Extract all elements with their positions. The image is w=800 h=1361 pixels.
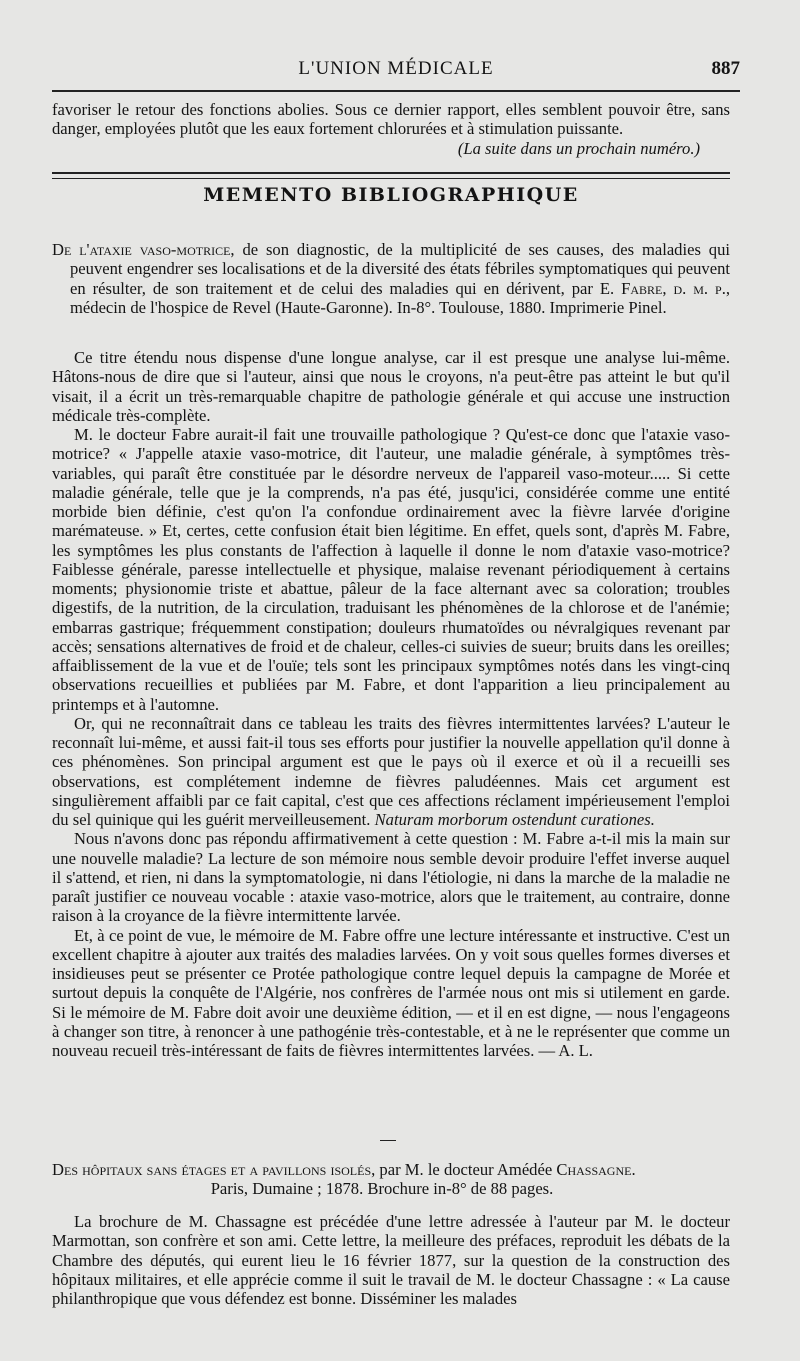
continuation-paragraph: favoriser le retour des fonctions abolies. Sous ce dernier rapport, elles semblent pouvoir être, sans danger, employées plutôt que les eaux fortement chlorurées et à stimulation puissante. <box>52 100 730 139</box>
review1-title-rest: de son diagnostic, de la multiplicité de ses causes, des maladies qui peuvent engendrer ses localisations et de la diversité des états fébriles symptomatiques qui peuvent en résulter, de son traitement et de celui des maladies qui en dérivent, par <box>70 240 730 298</box>
page-number: 887 <box>711 58 740 79</box>
review2-paragraph-1: La brochure de M. Chassagne est précédée d'une lettre adressée à l'auteur par M. le docteur Marmottan, son confrère et son ami. Cette lettre, la meilleure des préfaces, reproduit les débats de la Chambre des députés, qui eurent lieu le 16 février 1877, sur la question de la construction des hôpitaux militaires, et elle apprécie comme il suit le travail de M. le docteur Chassagne : « La cause philanthropique que vous défendez est bonne. Disséminer les malades <box>52 1212 730 1308</box>
review2-publication: Paris, Dumaine ; 1878. Brochure in-8° de 88 pages. <box>210 1179 554 1199</box>
continuation-block <box>52 100 730 159</box>
review1-paragraph-2: M. le docteur Fabre aurait-il fait une trouvaille pathologique ? Qu'est-ce donc que l'ataxie vaso-motrice? « J'appelle ataxie vaso-motrice, dit l'auteur, une maladie générale, à symptômes très-variables, qui paraît être constituée par le désordre nerveux de l'appareil vaso-moteur..... Si cette maladie générale, telle que je la comprends, n'a pas été, jusqu'ici, considérée comme une entité morbide bien définie, c'est qu'on l'a confondue ordinairement avec la fièvre larvée d'origine marémateuse. » Et, certes, cette confusion était bien légitime. En effet, quels sont, d'après M. Fabre, les symptômes les plus constants de l'affection à laquelle il donne le nom d'ataxie vaso-motrice? Faiblesse générale, paresse intellectuelle et physique, malaise revenant périodiquement à certains moments; physionomie triste et abattue, pâleur de la face alternant avec sa coloration; troubles digestifs, de la nutrition, de la circulation, traduisant les phénomènes de la chlorose et de l'anémie; embarras gastrique; fréquemment constipation; douleurs rhumatoïdes ou névralgiques revenant par accès; sensations alternatives de froid et de chaleur, celles-ci suivies de sueur; bruits dans les oreilles; affaiblissement de la vue et de l'ouïe; tels sont les principaux symptômes notés dans les vingt-cinq observations recueillies et publiées par M. Fabre, et dont l'apparition a lieu principalement au printemps et à l'automne. <box>52 425 730 714</box>
review2-title-mid: par M. le docteur Amédée <box>375 1160 557 1179</box>
review2-title-lead: Des hôpitaux sans étages et a pavillons isolés, <box>52 1160 376 1179</box>
review1-body <box>52 348 730 1060</box>
running-header <box>52 58 740 84</box>
section-rule <box>52 172 730 179</box>
review1-paragraph-1: Ce titre étendu nous dispense d'une longue analyse, car il est presque une analyse lui-même. Hâtons-nous de dire que si l'auteur, ainsi que nous le croyons, n'a peut-être pas atteint le but qu'il visait, il a écrit un très-remarquable chapitre de pathologie générale et qui accuse une instruction médicale très-complète. <box>52 348 730 425</box>
review2-body <box>52 1212 730 1308</box>
sequel-note: (La suite dans un prochain numéro.) <box>457 138 700 158</box>
review1-citation <box>52 240 730 317</box>
review1-title <box>52 240 730 317</box>
section-title: MEMENTO BIBLIOGRAPHIQUE <box>203 184 579 206</box>
review1-paragraph-4: Nous n'avons donc pas répondu affirmativement à cette question : M. Fabre a-t-il mis la main sur une nouvelle maladie? La lecture de son mémoire nous semble devoir produire l'effet inverse auquel il s'attend, et rien, ni dans la symptomatologie, ni dans l'étiologie, ni dans la marche de la maladie ne paraît justifier ce nouveau vocable : ataxie vaso-motrice, alors que le traitement, au contraire, donne raison à la croyance de la fièvre intermittente larvée. <box>52 829 730 926</box>
review1-title-lead: De l'ataxie vaso-motrice, <box>52 240 235 259</box>
review-separator <box>380 1140 396 1141</box>
running-title: L'UNION MÉDICALE <box>298 58 494 79</box>
header-rule <box>52 90 740 92</box>
review1-paragraph-3 <box>52 714 730 830</box>
review1-author: E. Fabre, d. m. p., <box>599 278 730 298</box>
review1-paragraph-5: Et, à ce point de vue, le mémoire de M. Fabre offre une lecture intéressante et instructive. C'est un excellent chapitre à ajouter aux traités des maladies larvées. On y voit sous quelles formes diverses et insidieuses peut se présenter ce Protée pathologique contre lequel depuis la campagne de Morée et surtout depuis la conquête de l'Algérie, nos confrères de l'armée nous ont mis si utilement en garde. Si le mémoire de M. Fabre doit avoir une deuxième édition, — et il en est digne, — nous l'engageons à changer son titre, à renoncer à une pathogénie très-contestable, et à ne le représenter que comme un nouveau recueil très-intéressant de faits de fièvres intermittentes larvées. — A. L. <box>52 925 730 1060</box>
review2-citation <box>52 1160 730 1199</box>
review1-paragraph-3-italic: Naturam morborum ostendunt curationes. <box>374 810 655 829</box>
review2-author: Chassagne. <box>556 1160 636 1179</box>
review2-title <box>52 1160 730 1179</box>
review1-paragraph-3-text: Or, qui ne reconnaîtrait dans ce tableau les traits des fièvres intermittentes larvées? L'auteur le reconnaît lui-même, et aussi fait-il tous ses efforts pour justifier la nouvelle appellation qu'il donne à ces phénomènes. Son principal argument est que le pays où il exerce et où il a recueilli ses observations, est complétement indemne de fièvres paludéennes. Mais cet argument est singulièrement affaibli par ce fait capital, c'est que ces affections réclament impérieusement l'emploi du sel quinique qui les guérit merveilleusement. <box>52 713 730 829</box>
review1-title-tail: médecin de l'hospice de Revel (Haute-Garonne). In-8°. Toulouse, 1880. Imprimerie Pinel. <box>70 297 667 317</box>
